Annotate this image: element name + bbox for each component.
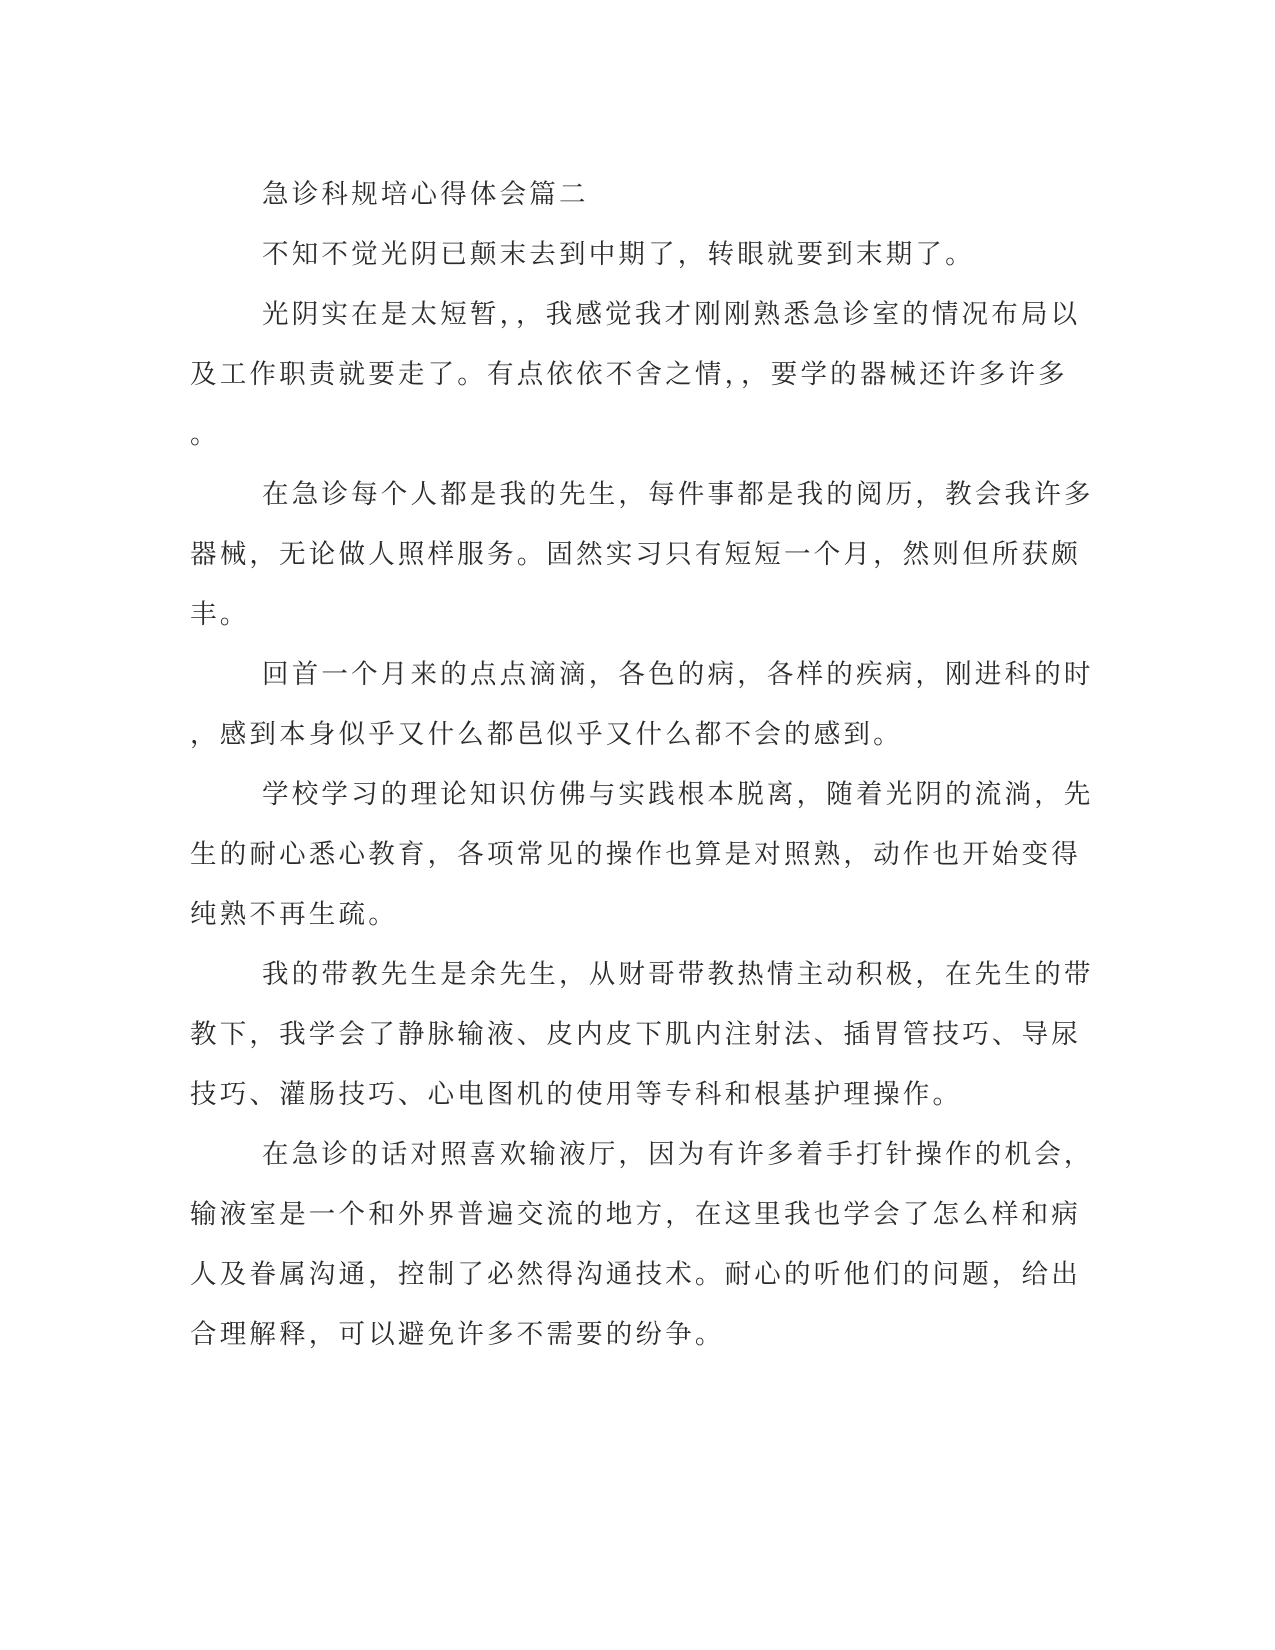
text-line: 输液室是一个和外界普遍交流的地方，在这里我也学会了怎么样和病 <box>190 1199 1081 1230</box>
text-line: 。 <box>190 419 220 450</box>
text-line: 生的耐心悉心教育，各项常见的操作也算是对照熟，动作也开始变得 <box>190 839 1081 870</box>
text-line: 合理解释，可以避免许多不需要的纷争。 <box>190 1319 725 1350</box>
text-line: 丰。 <box>190 599 250 630</box>
paragraph-5 <box>190 765 1094 945</box>
text-line: 纯熟不再生疏。 <box>190 899 398 930</box>
document-body <box>190 165 1094 1365</box>
document-title: 急诊科规培心得体会篇二 <box>262 179 589 210</box>
text-line: 在急诊每个人都是我的先生，每件事都是我的阅历，教会我许多 <box>262 479 1094 510</box>
text-line: 光阴实在是太短暂，，我感觉我才刚刚熟悉急诊室的情况布局以 <box>262 299 1081 330</box>
text-line: 我的带教先生是余先生，从财哥带教热情主动积极，在先生的带 <box>262 959 1094 990</box>
paragraph-1 <box>190 225 1074 285</box>
text-line: 在急诊的话对照喜欢输液厅，因为有许多着手打针操作的机会， <box>262 1139 1094 1170</box>
text-line: 及工作职责就要走了。有点依依不舍之情，，要学的器械还许多许多 <box>190 359 1068 390</box>
text-line: 技巧、灌肠技巧、心电图机的使用等专科和根基护理操作。 <box>190 1079 963 1110</box>
text-line: 不知不觉光阴已颠末去到中期了，转眼就要到末期了。 <box>262 239 975 270</box>
text-line: 回首一个月来的点点滴滴，各色的病，各样的疾病，刚进科的时 <box>262 659 1094 690</box>
paragraph-2 <box>190 285 1081 465</box>
paragraph-3 <box>190 465 1094 645</box>
text-line: 器械，无论做人照样服务。固然实习只有短短一个月，然则但所获颇 <box>190 539 1081 570</box>
text-line: 教下，我学会了静脉输液、皮内皮下肌内注射法、插胃管技巧、导尿 <box>190 1019 1081 1050</box>
text-line: ，感到本身似乎又什么都邑似乎又什么都不会的感到。 <box>190 719 903 750</box>
text-line: 人及眷属沟通，控制了必然得沟通技术。耐心的听他们的问题，给出 <box>190 1259 1081 1290</box>
paragraph-4 <box>190 645 1094 765</box>
paragraph-6 <box>190 945 1094 1125</box>
paragraph-7 <box>190 1125 1094 1365</box>
text-line: 学校学习的理论知识仿佛与实践根本脱离，随着光阴的流淌，先 <box>262 779 1094 810</box>
